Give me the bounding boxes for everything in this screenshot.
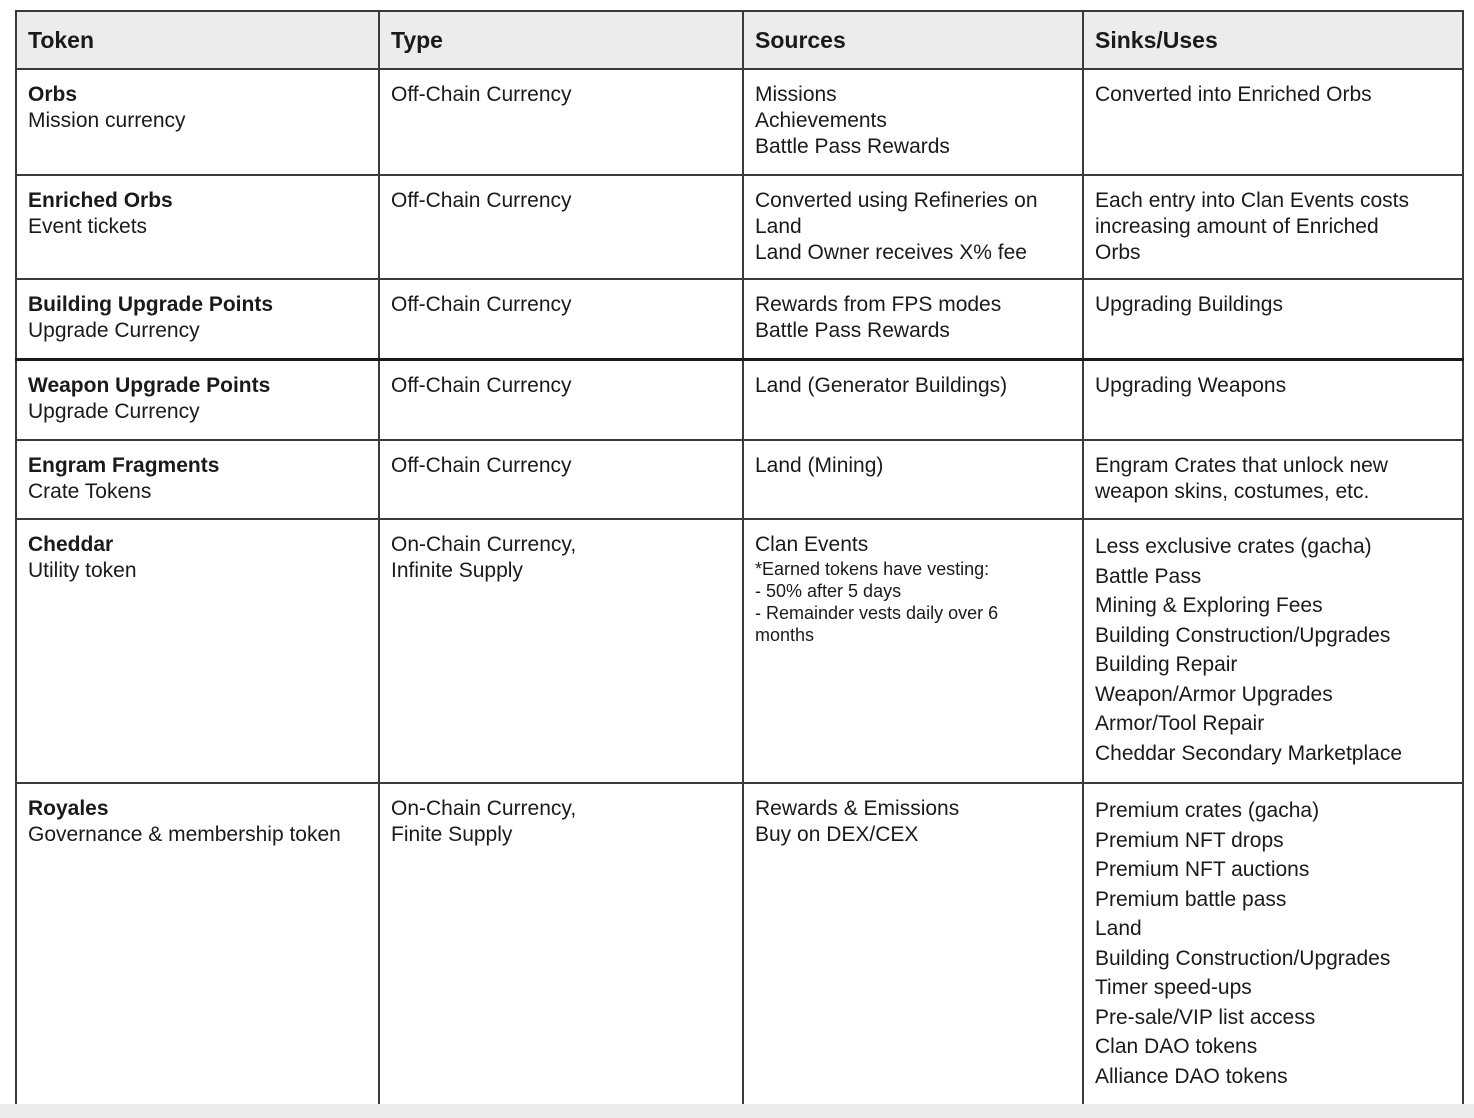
sink-line: Armor/Tool Repair bbox=[1095, 712, 1265, 735]
sink-line: Battle Pass bbox=[1095, 564, 1202, 588]
type-line: Infinite Supply bbox=[391, 559, 523, 582]
table-header-row bbox=[16, 11, 1463, 69]
table-body bbox=[16, 69, 1463, 1109]
sink-line: Premium NFT auctions bbox=[1095, 858, 1310, 881]
sources-cell bbox=[743, 175, 1083, 279]
type-line: Off-Chain Currency bbox=[391, 373, 572, 397]
source-line: Land (Generator Buildings) bbox=[755, 373, 1008, 397]
sink-line: Upgrading Weapons bbox=[1095, 373, 1287, 397]
sources-cell bbox=[743, 783, 1083, 1109]
token-name: Enriched Orbs bbox=[28, 189, 173, 212]
token-description: Upgrade Currency bbox=[28, 319, 200, 342]
source-line: Converted using Refineries on bbox=[755, 189, 1038, 212]
source-line: Land bbox=[755, 215, 802, 238]
sink-line: Converted into Enriched Orbs bbox=[1095, 83, 1372, 106]
sink-line: Cheddar Secondary Marketplace bbox=[1095, 741, 1403, 765]
table-row bbox=[16, 69, 1463, 175]
source-line: Land (Mining) bbox=[755, 454, 884, 477]
sink-line: Premium crates (gacha) bbox=[1095, 799, 1320, 822]
type-line: Finite Supply bbox=[391, 823, 513, 846]
type-cell bbox=[379, 440, 743, 519]
sinks-cell bbox=[1083, 359, 1463, 440]
source-note-line: - Remainder vests daily over 6 bbox=[755, 603, 999, 623]
sink-line: increasing amount of Enriched bbox=[1095, 215, 1379, 238]
sink-line: Alliance DAO tokens bbox=[1095, 1064, 1288, 1088]
table-row bbox=[16, 359, 1463, 440]
token-description: Utility token bbox=[28, 559, 137, 582]
page-bottom-strip bbox=[0, 1104, 1474, 1118]
type-cell bbox=[379, 69, 743, 175]
token-cell bbox=[16, 69, 379, 175]
sinks-cell bbox=[1083, 279, 1463, 359]
type-line: On-Chain Currency, bbox=[391, 797, 577, 820]
sources-cell bbox=[743, 359, 1083, 440]
source-line: Buy on DEX/CEX bbox=[755, 823, 919, 846]
header-token: Token bbox=[16, 11, 379, 69]
source-line: Rewards & Emissions bbox=[755, 797, 960, 820]
source-line: Missions bbox=[755, 83, 837, 106]
source-line: Battle Pass Rewards bbox=[755, 319, 950, 342]
source-note-line: months bbox=[755, 625, 815, 645]
source-line: Rewards from FPS modes bbox=[755, 293, 1002, 316]
sources-cell bbox=[743, 440, 1083, 519]
table-row bbox=[16, 519, 1463, 783]
source-line: Achievements bbox=[755, 109, 887, 132]
sources-cell bbox=[743, 69, 1083, 175]
sinks-cell bbox=[1083, 69, 1463, 175]
sink-line: Building Repair bbox=[1095, 653, 1238, 676]
sink-line: Timer speed-ups bbox=[1095, 976, 1252, 999]
source-line: Clan Events bbox=[755, 533, 869, 556]
source-note-line: *Earned tokens have vesting: bbox=[755, 559, 990, 579]
header-type: Type bbox=[379, 11, 743, 69]
sink-line: Orbs bbox=[1095, 241, 1141, 264]
sink-line: Engram Crates that unlock new bbox=[1095, 454, 1388, 477]
sink-line: Building Construction/Upgrades bbox=[1095, 623, 1391, 647]
sinks-cell bbox=[1083, 175, 1463, 279]
token-name: Cheddar bbox=[28, 533, 114, 556]
token-name: Royales bbox=[28, 797, 109, 820]
header-sources: Sources bbox=[743, 11, 1083, 69]
sources-cell bbox=[743, 519, 1083, 783]
sink-line: Mining & Exploring Fees bbox=[1095, 594, 1323, 617]
token-name: Engram Fragments bbox=[28, 454, 220, 477]
sink-line: Clan DAO tokens bbox=[1095, 1035, 1258, 1058]
sinks-cell bbox=[1083, 440, 1463, 519]
source-line: Land Owner receives X% fee bbox=[755, 241, 1027, 264]
source-note-line: - 50% after 5 days bbox=[755, 581, 902, 601]
sink-line: Premium NFT drops bbox=[1095, 828, 1284, 852]
token-cell bbox=[16, 519, 379, 783]
type-cell bbox=[379, 359, 743, 440]
token-cell bbox=[16, 359, 379, 440]
token-description: Governance & membership token bbox=[28, 823, 341, 846]
token-description: Event tickets bbox=[28, 215, 148, 238]
table-row bbox=[16, 175, 1463, 279]
type-line: Off-Chain Currency bbox=[391, 189, 572, 212]
source-line: Battle Pass Rewards bbox=[755, 135, 950, 158]
token-name: Orbs bbox=[28, 83, 78, 106]
sink-line: weapon skins, costumes, etc. bbox=[1095, 480, 1370, 503]
token-cell bbox=[16, 175, 379, 279]
sinks-cell bbox=[1083, 783, 1463, 1109]
sink-line: Pre-sale/VIP list access bbox=[1095, 1005, 1316, 1029]
token-cell bbox=[16, 279, 379, 359]
sink-line: Building Construction/Upgrades bbox=[1095, 946, 1391, 970]
token-name: Building Upgrade Points bbox=[28, 293, 273, 316]
type-line: On-Chain Currency, bbox=[391, 533, 577, 556]
sinks-cell bbox=[1083, 519, 1463, 783]
token-description: Upgrade Currency bbox=[28, 399, 200, 423]
token-description: Crate Tokens bbox=[28, 480, 152, 503]
sink-line: Premium battle pass bbox=[1095, 887, 1287, 911]
token-economy-table bbox=[15, 10, 1464, 1110]
sink-line: Upgrading Buildings bbox=[1095, 293, 1283, 316]
sink-line: Less exclusive crates (gacha) bbox=[1095, 535, 1372, 558]
table-row bbox=[16, 440, 1463, 519]
sink-line: Land bbox=[1095, 917, 1142, 940]
sink-line: Each entry into Clan Events costs bbox=[1095, 189, 1409, 212]
type-cell bbox=[379, 783, 743, 1109]
sources-cell bbox=[743, 279, 1083, 359]
type-line: Off-Chain Currency bbox=[391, 293, 572, 316]
type-line: Off-Chain Currency bbox=[391, 83, 572, 106]
table-row bbox=[16, 783, 1463, 1109]
token-cell bbox=[16, 440, 379, 519]
token-description: Mission currency bbox=[28, 109, 186, 132]
type-line: Off-Chain Currency bbox=[391, 454, 572, 477]
type-cell bbox=[379, 519, 743, 783]
header-sinks-uses: Sinks/Uses bbox=[1083, 11, 1463, 69]
type-cell bbox=[379, 279, 743, 359]
type-cell bbox=[379, 175, 743, 279]
token-name: Weapon Upgrade Points bbox=[28, 373, 271, 397]
table-row bbox=[16, 279, 1463, 359]
token-cell bbox=[16, 783, 379, 1109]
sink-line: Weapon/Armor Upgrades bbox=[1095, 682, 1333, 706]
